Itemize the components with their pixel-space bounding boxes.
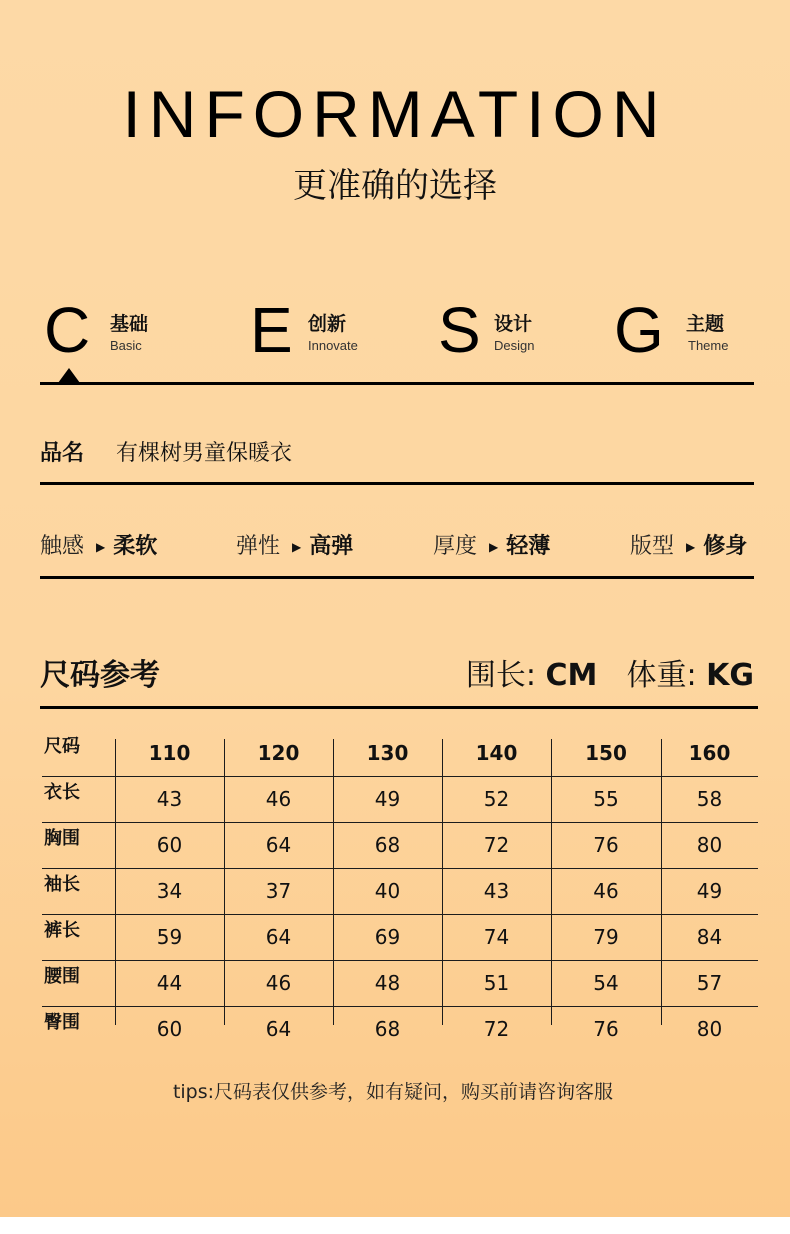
row-label: 尺码 — [44, 736, 80, 757]
table-cell: 46 — [593, 879, 619, 903]
size-chart-title: 尺码参考 — [40, 658, 160, 693]
table-cell: 52 — [483, 787, 510, 811]
table-cell: 58 — [696, 787, 723, 811]
tips-note: tips:尺码表仅供参考，如有疑问，购买前请咨询客服 — [172, 1081, 614, 1103]
table-cell: 64 — [265, 925, 292, 949]
table-cell: 68 — [374, 1017, 401, 1041]
attr-letter-innovate: E — [250, 294, 293, 366]
size-header-cell: 120 — [257, 741, 300, 765]
table-cell: 79 — [593, 925, 619, 949]
length-unit-label: 围长: — [465, 658, 536, 693]
product-name-value: 有棵树男童保暖衣 — [116, 441, 293, 466]
size-table — [42, 731, 758, 1052]
table-cell: 64 — [265, 833, 292, 857]
table-cell: 44 — [156, 971, 183, 995]
table-cell: 84 — [696, 925, 723, 949]
table-header-row — [42, 731, 758, 777]
attr-letter-design: S — [438, 294, 481, 366]
attr-letter-basic: C — [44, 294, 91, 366]
feature-value: 修身 — [703, 534, 748, 559]
table-row — [42, 915, 758, 961]
bottom-margin — [0, 1217, 790, 1234]
triangle-right-icon: ▶ — [292, 540, 302, 554]
table-cell: 34 — [156, 879, 183, 903]
row-label: 胸围 — [44, 828, 80, 849]
length-unit: CM — [545, 658, 598, 693]
feature-label: 触感 — [40, 534, 85, 559]
feature-elasticity — [236, 533, 353, 561]
table-cell: 37 — [265, 879, 292, 903]
table-cell: 43 — [156, 787, 183, 811]
table-cell: 51 — [483, 971, 510, 995]
weight-unit: KG — [706, 658, 754, 693]
row-label: 腰围 — [44, 966, 80, 987]
triangle-right-icon: ▶ — [96, 540, 106, 554]
triangle-right-icon: ▶ — [686, 540, 696, 554]
table-cell: 46 — [265, 787, 292, 811]
table-cell: 49 — [374, 787, 401, 811]
divider — [40, 482, 754, 485]
table-cell: 55 — [593, 787, 619, 811]
feature-texture — [40, 533, 157, 561]
table-cell: 76 — [593, 833, 619, 857]
table-row — [42, 869, 758, 915]
attr-letter-theme: G — [614, 294, 664, 366]
table-cell: 49 — [696, 879, 723, 903]
feature-value: 高弹 — [309, 534, 354, 559]
size-header-cell: 110 — [148, 741, 191, 765]
table-cell: 76 — [593, 1017, 619, 1041]
attr-cn-theme: 主题 — [686, 313, 725, 335]
weight-unit-label: 体重: — [626, 658, 697, 693]
row-label: 袖长 — [44, 874, 80, 895]
table-cell: 54 — [593, 971, 619, 995]
page-subtitle: 更准确的选择 — [293, 166, 497, 206]
product-name-label: 品名 — [40, 441, 85, 466]
attr-cn-basic: 基础 — [110, 313, 149, 335]
table-cell: 59 — [156, 925, 183, 949]
triangle-right-icon: ▶ — [489, 540, 499, 554]
table-cell: 60 — [156, 833, 183, 857]
divider — [40, 576, 754, 579]
table-cell: 72 — [483, 1017, 510, 1041]
feature-value: 柔软 — [113, 534, 158, 559]
attr-en-theme: Theme — [688, 338, 729, 353]
size-header-cell: 140 — [475, 741, 518, 765]
attr-cn-innovate: 创新 — [308, 313, 347, 335]
size-chart-units — [466, 657, 754, 695]
table-row — [42, 961, 758, 1007]
row-label: 裤长 — [44, 920, 80, 941]
size-header-cell: 150 — [585, 741, 627, 765]
table-cell: 69 — [374, 925, 401, 949]
feature-label: 厚度 — [433, 534, 478, 559]
table-cell: 57 — [696, 971, 723, 995]
table-cell: 43 — [483, 879, 510, 903]
table-cell: 74 — [483, 925, 510, 949]
feature-label: 弹性 — [236, 534, 281, 559]
table-cell: 64 — [265, 1017, 292, 1041]
feature-value: 轻薄 — [506, 534, 551, 559]
row-label: 臀围 — [44, 1012, 80, 1033]
attr-en-innovate: Innovate — [308, 338, 358, 353]
divider — [40, 382, 754, 385]
page-title: INFORMATION — [122, 77, 668, 151]
table-cell: 46 — [265, 971, 292, 995]
feature-thickness — [433, 533, 550, 561]
divider — [40, 706, 758, 709]
feature-fit — [630, 533, 747, 561]
table-cell: 60 — [156, 1017, 183, 1041]
table-row — [42, 777, 758, 823]
size-header-cell: 130 — [366, 741, 409, 765]
table-row — [42, 1007, 758, 1052]
table-cell: 40 — [374, 879, 401, 903]
attr-cn-design: 设计 — [494, 313, 533, 335]
table-row — [42, 823, 758, 869]
attr-en-design: Design — [494, 338, 535, 353]
row-label: 衣长 — [44, 782, 80, 803]
table-cell: 68 — [374, 833, 401, 857]
table-cell: 80 — [696, 833, 723, 857]
table-cell: 48 — [374, 971, 401, 995]
table-cell: 80 — [696, 1017, 723, 1041]
attr-en-basic: Basic — [110, 338, 142, 353]
size-header-cell: 160 — [688, 741, 731, 765]
active-indicator-icon — [58, 368, 80, 383]
feature-label: 版型 — [630, 534, 675, 559]
table-cell: 72 — [483, 833, 510, 857]
